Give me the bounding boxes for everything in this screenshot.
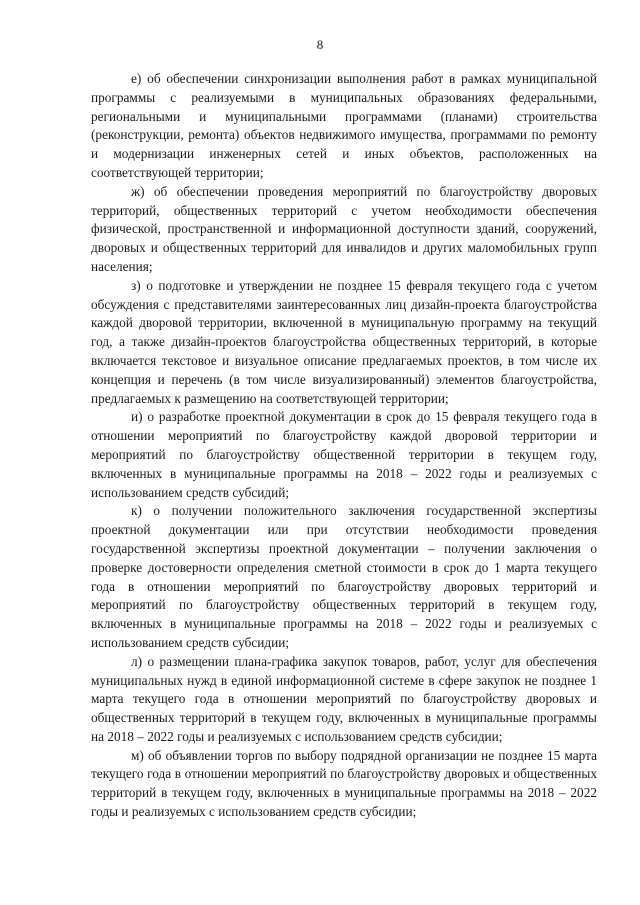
paragraph-l: л) о размещении плана-графика закупок товаров, работ, услуг для обеспечения муниципальных нужд в единой информационной системе в сфере закупок не позднее 1 марта текущего года в отношении мероприятий по благоустройству дворовых и общественных территорий в текущем году, включенных в муниципальные программы на 2018 – 2022 годы и реализуемых с использованием средств субсидии; [91,653,597,744]
paragraph-i: и) о разработке проектной документации в срок до 15 февраля текущего года в отношении мероприятий по благоустройству каждой дворовой территории и мероприятий по благоустройству общественной территории в текущем году, включенных в муниципальные программы на 2018 – 2022 годы и реализуемых с использованием средств субсидий; [91,409,597,500]
paragraph-z: з) о подготовке и утверждении не позднее 15 февраля текущего года с учетом обсуждения с представителями заинтересованных лиц дизайн-проекта благоустройства каждой дворовой территории, включенной в муниципальную программу на текущий год, а также дизайн-проектов благоустройства общественных территорий, в которые включается текстовое и визуальное описание предлагаемых проектов, в том числе их концепция и перечень (в том числе визуализированный) элементов благоустройства, предлагаемых к размещению на соответствующей территории; [91,277,597,406]
document-body [91,70,597,822]
page-number: 8 [316,37,324,52]
paragraph-m: м) об объявлении торгов по выбору подрядной организации не позднее 15 марта текущего года в отношении мероприятий по благоустройству дворовых и общественных территорий в текущем году, включенных в муниципальные программы на 2018 – 2022 годы и реализуемых с использованием средств субсидии; [91,747,597,820]
paragraph-zh: ж) об обеспечении проведения мероприятий по благоустройству дворовых территорий, общественных территорий с учетом необходимости обеспечения физической, пространственной и информационной доступности зданий, сооружений, дворовых и общественных территорий для инвалидов и других маломобильных групп населения; [91,183,597,274]
paragraph-e: е) об обеспечении синхронизации выполнения работ в рамках муниципальной программы с реализуемыми в муниципальных образованиях федеральными, региональными и муниципальными программами (планами) строительства (реконструкции, ремонта) объектов недвижимого имущества, программами по ремонту и модернизации инженерных сетей и иных объектов, расположенных на соответствующей территории; [91,71,597,180]
paragraph-k: к) о получении положительного заключения государственной экспертизы проектной документации или при отсутствии необходимости проведения государственной экспертизы проектной документации – получении заключения о проверке достоверности определения сметной стоимости в срок до 1 марта текущего года в отношении мероприятий по благоустройству дворовых территорий и мероприятий по благоустройству общественных территорий в текущем году, включенных в муниципальные программы на 2018 – 2022 годы и реализуемых с использованием средств субсидии; [91,503,597,650]
